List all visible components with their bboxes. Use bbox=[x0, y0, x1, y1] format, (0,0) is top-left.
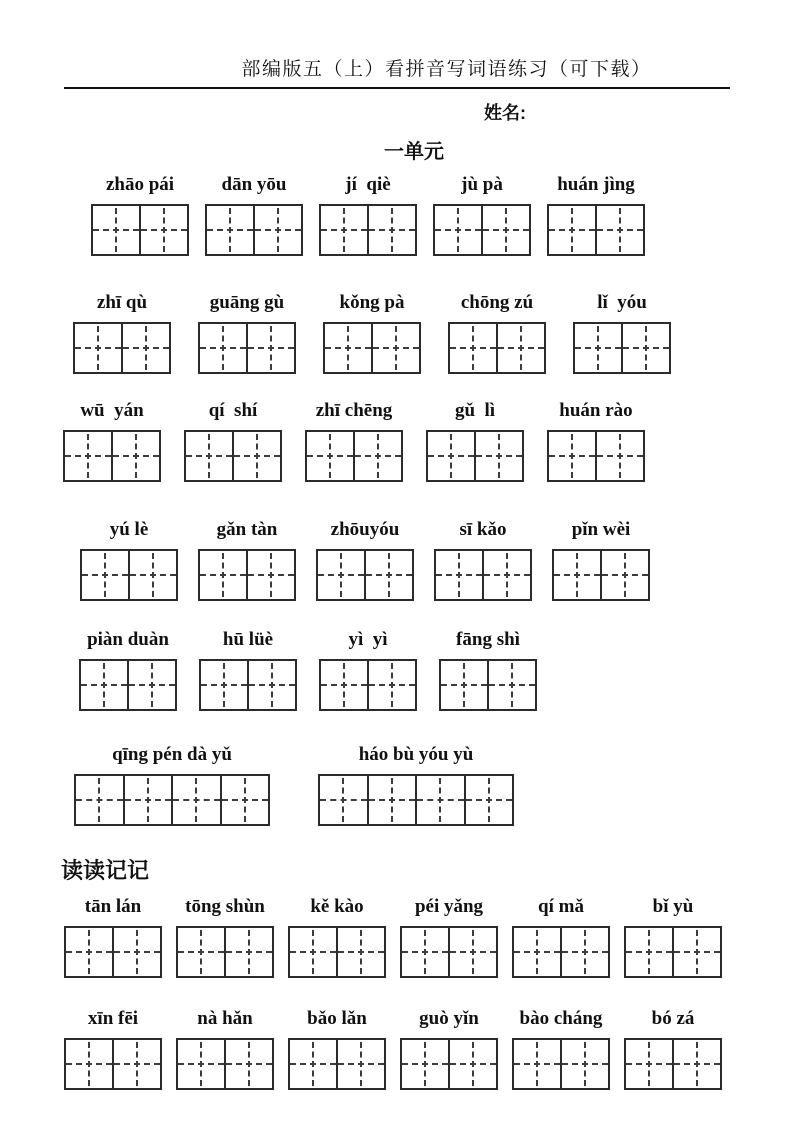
pinyin-row-2 bbox=[73, 290, 671, 374]
pinyin-label: gǔ lì bbox=[454, 400, 496, 421]
pinyin-label: kě kào bbox=[310, 896, 364, 917]
word-item bbox=[64, 894, 162, 978]
grid-cell bbox=[626, 1040, 672, 1088]
student-name-label: 姓名: bbox=[484, 103, 526, 123]
grid-cell bbox=[672, 928, 720, 976]
grid-cell bbox=[66, 928, 112, 976]
word-item bbox=[80, 517, 178, 601]
grid-cell bbox=[554, 551, 600, 599]
grid-cell bbox=[482, 551, 530, 599]
unit-heading: 一单元 bbox=[384, 141, 444, 163]
grid-cell bbox=[178, 1040, 224, 1088]
pinyin-label: lǐ yóu bbox=[597, 292, 647, 313]
grid-cell bbox=[367, 776, 416, 824]
grid-cell bbox=[121, 324, 169, 372]
grid-cell bbox=[496, 324, 544, 372]
grid-cell bbox=[81, 661, 127, 709]
grid-cell bbox=[436, 551, 482, 599]
pinyin-label: qí mǎ bbox=[538, 896, 584, 917]
pinyin-label: huán rào bbox=[559, 400, 633, 421]
word-item bbox=[439, 627, 537, 711]
grid-cell bbox=[600, 551, 648, 599]
writing-grid bbox=[323, 322, 421, 374]
word-item bbox=[199, 627, 297, 711]
pinyin-label: péi yǎng bbox=[414, 896, 484, 917]
word-item bbox=[288, 1006, 386, 1090]
word-item bbox=[64, 1006, 162, 1090]
grid-cell bbox=[232, 432, 280, 480]
pinyin-label: bó zá bbox=[651, 1008, 695, 1029]
writing-grid bbox=[74, 774, 270, 826]
pinyin-label: hū lüè bbox=[222, 629, 274, 650]
grid-cell bbox=[336, 1040, 384, 1088]
grid-cell bbox=[428, 432, 474, 480]
pinyin-label: chōng zú bbox=[460, 292, 534, 313]
grid-cell bbox=[448, 1040, 496, 1088]
writing-grid bbox=[426, 430, 524, 482]
grid-cell bbox=[672, 1040, 720, 1088]
word-item bbox=[547, 398, 645, 482]
pinyin-label: zhī qù bbox=[96, 292, 148, 313]
word-item bbox=[74, 742, 270, 826]
pinyin-label: jù pà bbox=[461, 174, 503, 195]
pinyin-label: kǒng pà bbox=[339, 292, 405, 313]
grid-cell bbox=[448, 928, 496, 976]
writing-grid bbox=[624, 1038, 722, 1090]
word-item bbox=[91, 172, 189, 256]
pinyin-label: bǎo lǎn bbox=[307, 1008, 367, 1029]
pinyin-label: jí qiè bbox=[345, 174, 391, 195]
writing-grid bbox=[63, 430, 161, 482]
writing-grid bbox=[288, 926, 386, 978]
grid-cell bbox=[253, 206, 301, 254]
grid-cell bbox=[200, 551, 246, 599]
grid-cell bbox=[514, 1040, 560, 1088]
writing-grid bbox=[400, 926, 498, 978]
grid-cell bbox=[621, 324, 669, 372]
writing-grid bbox=[547, 204, 645, 256]
word-item bbox=[305, 398, 403, 482]
grid-cell bbox=[65, 432, 111, 480]
writing-grid bbox=[176, 1038, 274, 1090]
pinyin-row-4 bbox=[80, 517, 650, 601]
writing-grid bbox=[624, 926, 722, 978]
pinyin-row-8 bbox=[64, 1006, 722, 1090]
pinyin-label: huán jìng bbox=[557, 174, 635, 195]
grid-cell bbox=[220, 776, 269, 824]
grid-cell bbox=[127, 661, 175, 709]
word-item bbox=[552, 517, 650, 601]
pinyin-label: qí shí bbox=[208, 400, 258, 421]
word-item bbox=[198, 517, 296, 601]
pinyin-label: tōng shùn bbox=[185, 896, 265, 917]
grid-cell bbox=[66, 1040, 112, 1088]
grid-cell bbox=[76, 776, 123, 824]
writing-grid bbox=[439, 659, 537, 711]
writing-grid bbox=[512, 926, 610, 978]
grid-cell bbox=[171, 776, 220, 824]
grid-cell bbox=[128, 551, 176, 599]
pinyin-label: qīng pén dà yǔ bbox=[112, 744, 232, 765]
grid-cell bbox=[290, 1040, 336, 1088]
grid-cell bbox=[450, 324, 496, 372]
grid-cell bbox=[224, 928, 272, 976]
writing-grid bbox=[64, 1038, 162, 1090]
grid-cell bbox=[402, 928, 448, 976]
grid-cell bbox=[112, 1040, 160, 1088]
grid-cell bbox=[224, 1040, 272, 1088]
pinyin-row-1 bbox=[91, 172, 645, 256]
grid-cell bbox=[246, 551, 294, 599]
grid-cell bbox=[336, 928, 384, 976]
pinyin-label: yì yì bbox=[348, 629, 388, 650]
pinyin-label: xīn fēi bbox=[87, 1008, 139, 1029]
grid-cell bbox=[549, 206, 595, 254]
word-item bbox=[512, 1006, 610, 1090]
grid-cell bbox=[474, 432, 522, 480]
header-divider bbox=[64, 87, 730, 89]
word-item bbox=[400, 894, 498, 978]
grid-cell bbox=[415, 776, 464, 824]
grid-cell bbox=[371, 324, 419, 372]
writing-grid bbox=[433, 204, 531, 256]
word-item bbox=[573, 290, 671, 374]
word-item bbox=[198, 290, 296, 374]
grid-cell bbox=[481, 206, 529, 254]
word-item bbox=[318, 742, 514, 826]
word-item bbox=[448, 290, 546, 374]
pinyin-label: bǐ yù bbox=[652, 896, 694, 917]
writing-grid bbox=[79, 659, 177, 711]
grid-cell bbox=[325, 324, 371, 372]
word-item bbox=[624, 1006, 722, 1090]
word-item bbox=[205, 172, 303, 256]
pinyin-row-7 bbox=[64, 894, 722, 978]
grid-cell bbox=[111, 432, 159, 480]
writing-grid bbox=[205, 204, 303, 256]
writing-grid bbox=[198, 549, 296, 601]
grid-cell bbox=[364, 551, 412, 599]
word-item bbox=[176, 894, 274, 978]
word-item bbox=[433, 172, 531, 256]
pinyin-label: tān lán bbox=[84, 896, 142, 917]
word-item bbox=[73, 290, 171, 374]
word-item bbox=[319, 172, 417, 256]
word-item bbox=[63, 398, 161, 482]
grid-cell bbox=[75, 324, 121, 372]
grid-cell bbox=[290, 928, 336, 976]
word-item bbox=[400, 1006, 498, 1090]
grid-cell bbox=[200, 324, 246, 372]
grid-cell bbox=[353, 432, 401, 480]
grid-cell bbox=[514, 928, 560, 976]
pinyin-label: gǎn tàn bbox=[216, 519, 278, 540]
grid-cell bbox=[201, 661, 247, 709]
writing-grid bbox=[547, 430, 645, 482]
writing-grid bbox=[64, 926, 162, 978]
grid-cell bbox=[487, 661, 535, 709]
pinyin-label: bào cháng bbox=[519, 1008, 603, 1029]
word-item bbox=[434, 517, 532, 601]
writing-grid bbox=[573, 322, 671, 374]
writing-grid bbox=[80, 549, 178, 601]
grid-cell bbox=[321, 206, 367, 254]
word-item bbox=[316, 517, 414, 601]
grid-cell bbox=[321, 661, 367, 709]
pinyin-row-5 bbox=[79, 627, 537, 711]
grid-cell bbox=[367, 206, 415, 254]
writing-grid bbox=[305, 430, 403, 482]
grid-cell bbox=[246, 324, 294, 372]
read-remember-heading: 读读记记 bbox=[61, 858, 150, 883]
writing-grid bbox=[198, 322, 296, 374]
grid-cell bbox=[595, 432, 643, 480]
writing-grid bbox=[319, 204, 417, 256]
word-item bbox=[624, 894, 722, 978]
writing-grid bbox=[199, 659, 297, 711]
writing-grid bbox=[184, 430, 282, 482]
writing-grid bbox=[316, 549, 414, 601]
writing-grid bbox=[448, 322, 546, 374]
writing-grid bbox=[512, 1038, 610, 1090]
grid-cell bbox=[441, 661, 487, 709]
grid-cell bbox=[435, 206, 481, 254]
grid-cell bbox=[207, 206, 253, 254]
pinyin-label: yú lè bbox=[109, 519, 149, 540]
pinyin-label: dān yōu bbox=[221, 174, 287, 195]
writing-grid bbox=[318, 774, 514, 826]
pinyin-label: fāng shì bbox=[456, 629, 520, 650]
grid-cell bbox=[595, 206, 643, 254]
grid-cell bbox=[307, 432, 353, 480]
pinyin-label: guò yǐn bbox=[419, 1008, 479, 1029]
pinyin-label: pǐn wèi bbox=[571, 519, 631, 540]
pinyin-label: nà hǎn bbox=[197, 1008, 253, 1029]
word-item bbox=[512, 894, 610, 978]
pinyin-row-3 bbox=[63, 398, 645, 482]
grid-cell bbox=[464, 776, 513, 824]
grid-cell bbox=[575, 324, 621, 372]
document-title: 部编版五（上）看拼音写词语练习（可下载） bbox=[241, 59, 652, 80]
writing-grid bbox=[552, 549, 650, 601]
grid-cell bbox=[402, 1040, 448, 1088]
word-item bbox=[319, 627, 417, 711]
grid-cell bbox=[123, 776, 172, 824]
writing-grid bbox=[288, 1038, 386, 1090]
pinyin-label: wū yán bbox=[80, 400, 144, 421]
word-item bbox=[547, 172, 645, 256]
writing-grid bbox=[91, 204, 189, 256]
writing-grid bbox=[176, 926, 274, 978]
grid-cell bbox=[93, 206, 139, 254]
grid-cell bbox=[560, 1040, 608, 1088]
pinyin-label: háo bù yóu yù bbox=[358, 744, 474, 765]
grid-cell bbox=[186, 432, 232, 480]
grid-cell bbox=[318, 551, 364, 599]
grid-cell bbox=[320, 776, 367, 824]
grid-cell bbox=[367, 661, 415, 709]
grid-cell bbox=[112, 928, 160, 976]
word-item bbox=[79, 627, 177, 711]
word-item bbox=[184, 398, 282, 482]
pinyin-label: zhī chēng bbox=[315, 400, 393, 421]
grid-cell bbox=[549, 432, 595, 480]
word-item bbox=[288, 894, 386, 978]
pinyin-label: piàn duàn bbox=[87, 629, 169, 650]
pinyin-row-6 bbox=[74, 742, 514, 826]
grid-cell bbox=[626, 928, 672, 976]
writing-grid bbox=[400, 1038, 498, 1090]
grid-cell bbox=[247, 661, 295, 709]
grid-cell bbox=[560, 928, 608, 976]
writing-grid bbox=[319, 659, 417, 711]
pinyin-label: guāng gù bbox=[209, 292, 285, 313]
pinyin-label: sī kǎo bbox=[459, 519, 507, 540]
word-item bbox=[323, 290, 421, 374]
word-item bbox=[176, 1006, 274, 1090]
grid-cell bbox=[178, 928, 224, 976]
grid-cell bbox=[139, 206, 187, 254]
pinyin-label: zhāo pái bbox=[105, 174, 175, 195]
grid-cell bbox=[82, 551, 128, 599]
writing-grid bbox=[73, 322, 171, 374]
writing-grid bbox=[434, 549, 532, 601]
pinyin-label: zhōuyóu bbox=[330, 519, 400, 540]
word-item bbox=[426, 398, 524, 482]
